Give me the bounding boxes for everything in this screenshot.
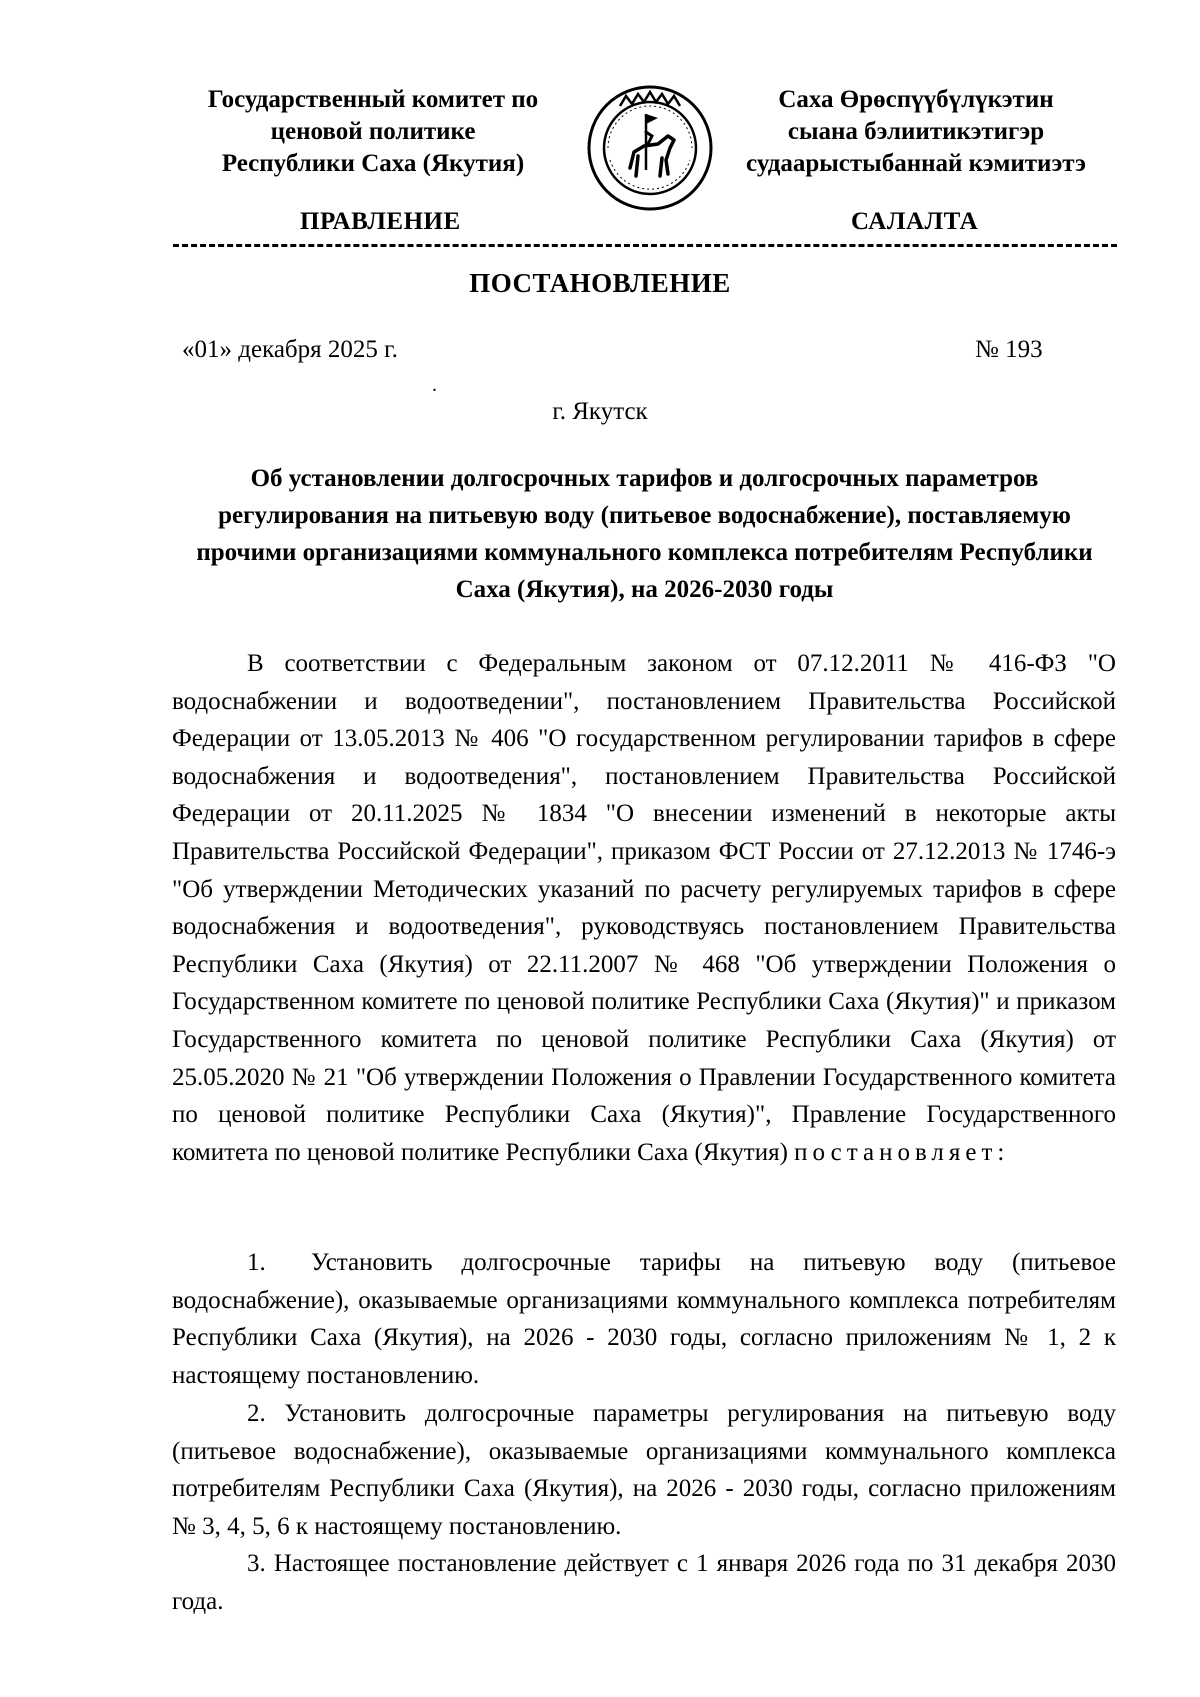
item-number: 3.	[247, 1550, 266, 1577]
org-name-sakha-line: судаарыстыбаннай кэмитиэтэ	[746, 150, 1086, 177]
coat-of-arms-icon	[586, 84, 714, 212]
stray-mark: .	[432, 374, 437, 396]
org-name-russian-line: Республики Саха (Якутия)	[221, 150, 525, 177]
resolution-item	[172, 1545, 1116, 1620]
document-number: № 193	[975, 336, 1043, 363]
item-number: 2.	[247, 1400, 266, 1427]
board-name-sakha: САЛАЛТА	[851, 208, 979, 235]
item-text: Установить долгосрочные параметры регулирования на питьевую воду (питьевое водоснабжение), оказываемые организациями коммунального комплекса потребителям Республики Саха (Якутия), на 2026 - 2030 годы, согласно приложениям № 3, 4, 5, 6 к настоящему постановлению.	[172, 1400, 1116, 1540]
document-city: г. Якутск	[552, 398, 648, 425]
document-type-heading: ПОСТАНОВЛЕНИЕ	[469, 268, 731, 298]
item-text: Установить долгосрочные тарифы на питьевую воду (питьевое водоснабжение), оказываемые организациями коммунального комплекса потребителям Республики Саха (Якутия), на 2026 - 2030 годы, согласно приложениям № 1, 2 к настоящему постановлению.	[172, 1249, 1116, 1389]
document-date: «01» декабря 2025 г.	[182, 336, 398, 363]
document-title: Об установлении долгосрочных тарифов и долгосрочных параметров регулирования на питьевую воду (питьевое водоснабжение), поставляемую прочими организациями коммунального комплекса потребителям Республики Саха (Якутия), на 2026-2030 годы	[196, 465, 1093, 603]
header-divider	[173, 244, 1117, 247]
org-name-sakha-line: сыана бэлиитикэтигэр	[787, 118, 1045, 145]
resolves-word: постановляет:	[794, 1138, 1010, 1166]
board-name-russian: ПРАВЛЕНИЕ	[300, 208, 461, 235]
org-name-russian-line: ценовой политике	[270, 118, 476, 145]
item-number: 1.	[247, 1249, 266, 1276]
item-text: Настоящее постановление действует с 1 января 2026 года по 31 декабря 2030 года.	[172, 1550, 1117, 1615]
org-name-sakha	[726, 84, 1106, 180]
org-name-sakha-line: Саха Өрөспүүбүлүкэтин	[778, 86, 1054, 113]
resolution-item	[172, 1244, 1116, 1394]
letterhead	[0, 84, 1200, 204]
preamble-text: В соответствии с Федеральным законом от 07.12.2011 № 416-ФЗ "О водоснабжении и водоотведении", постановлением Правительства Российской Федерации от 13.05.2013 № 406 "О государственном регулировании тарифов в сфере водоснабжения и водоотведения", постановлением Правительства Российской Федерации от 20.11.2025 № 1834 "О внесении изменений в некоторые акты Правительства Российской Федерации", приказом ФСТ России от 27.12.2013 № 1746-э "Об утверждении Методических указаний по расчету регулируемых тарифов в сфере водоснабжения и водоотведения", руководствуясь постановлением Правительства Республики Саха (Якутия) от 22.11.2007 № 468 "Об утверждении Положения о Государственном комитете по ценовой политике Республики Саха (Якутия)" и приказом Государственного комитета по ценовой политике Республики Саха (Якутия) от 25.05.2020 № 21 "Об утверждении Положения о Правлении Государственного комитета по ценовой политике Республики Саха (Якутия)", Правление Государственного комитета по ценовой политике Республики Саха (Якутия)	[172, 650, 1116, 1166]
resolution-item	[172, 1395, 1116, 1545]
org-name-russian-line: Государственный комитет по	[207, 86, 539, 113]
org-name-russian	[178, 84, 568, 180]
preamble-paragraph	[172, 645, 1116, 1171]
